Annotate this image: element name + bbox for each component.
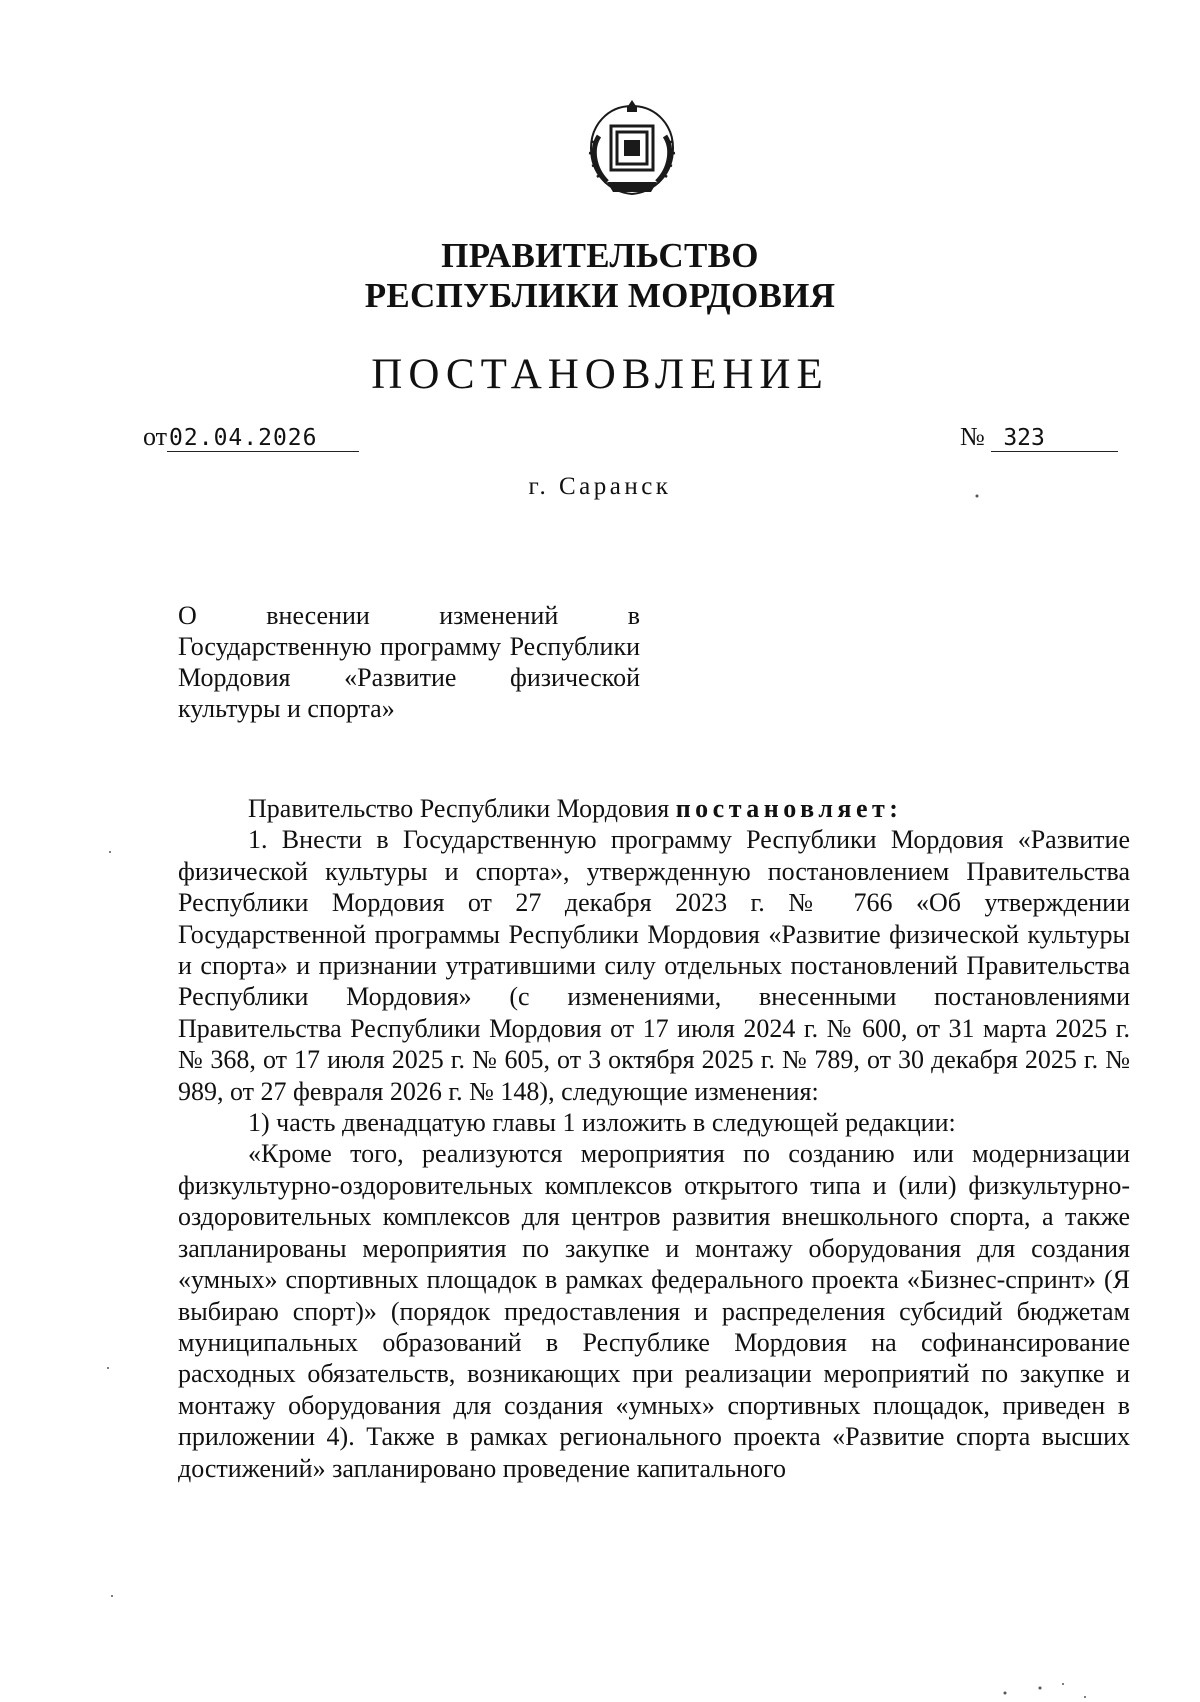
intro-verb: постановляет: — [675, 794, 903, 823]
government-title-line-2: РЕСПУБЛИКИ МОРДОВИЯ — [364, 276, 836, 315]
document-subject: О внесении изменений в Государственную программу Республики Мордовия «Развитие физической культуры и спорта» — [178, 601, 640, 723]
city: г. Саранск — [528, 473, 672, 500]
document-date: 02.04.2026 — [167, 425, 359, 452]
government-title-line-1: ПРАВИТЕЛЬСТВО — [441, 236, 759, 275]
intro-text: Правительство Республики Мордовия — [248, 794, 676, 823]
date-prefix: от — [143, 422, 168, 451]
document-number: 323 — [991, 425, 1118, 452]
body-paragraph-2: 1) часть двенадцатую главы 1 изложить в следующей редакции: — [248, 1108, 956, 1138]
document-type-title: ПОСТАНОВЛЕНИЕ — [371, 351, 829, 398]
number-prefix: № — [960, 422, 985, 451]
body-paragraph-1: 1. Внести в Государственную программу Республики Мордовия «Развитие физической культуры и спорта», утвержденную постановлением Правительства Республики Мордовия от 27 декабря 2023 г. № 766 «Об утверждении Государственной программы Республики Мордовия «Развитие физической культуры и спорта» и признании утратившими силу отдельных постановлений Правительства Республики Мордовия» (с изменениями, внесенными постановлениями Правительства Республики Мордовия от 17 июля 2024 г. № 600, от 31 марта 2025 г. № 368, от 17 июля 2025 г. № 605, от 3 октября 2025 г. № 789, от 30 декабря 2025 г. № 989, от 27 февраля 2026 г. № 148), следующие изменения: — [178, 825, 1130, 1106]
body-paragraph-3: «Кроме того, реализуются мероприятия по созданию или модернизации физкультурно-оздоровительных комплексов открытого типа и (или) физкультурно-оздоровительных комплексов для центров развития внешкольного спорта, а также запланированы мероприятия по закупке и монтажу оборудования для создания «умных» спортивных площадок в рамках федерального проекта «Бизнес-спринт» (Я выбираю спорт)» (порядок предоставления и распределения субсидий бюджетам муниципальных образований в Республике Мордовия на софинансирование расходных обязательств, возникающих при реализации мероприятий по закупке и монтажу оборудования для создания «умных» спортивных площадок, приведен в приложении 4). Также в рамках регионального проекта «Развитие спорта высших достижений» запланировано проведение капитального — [178, 1139, 1130, 1483]
